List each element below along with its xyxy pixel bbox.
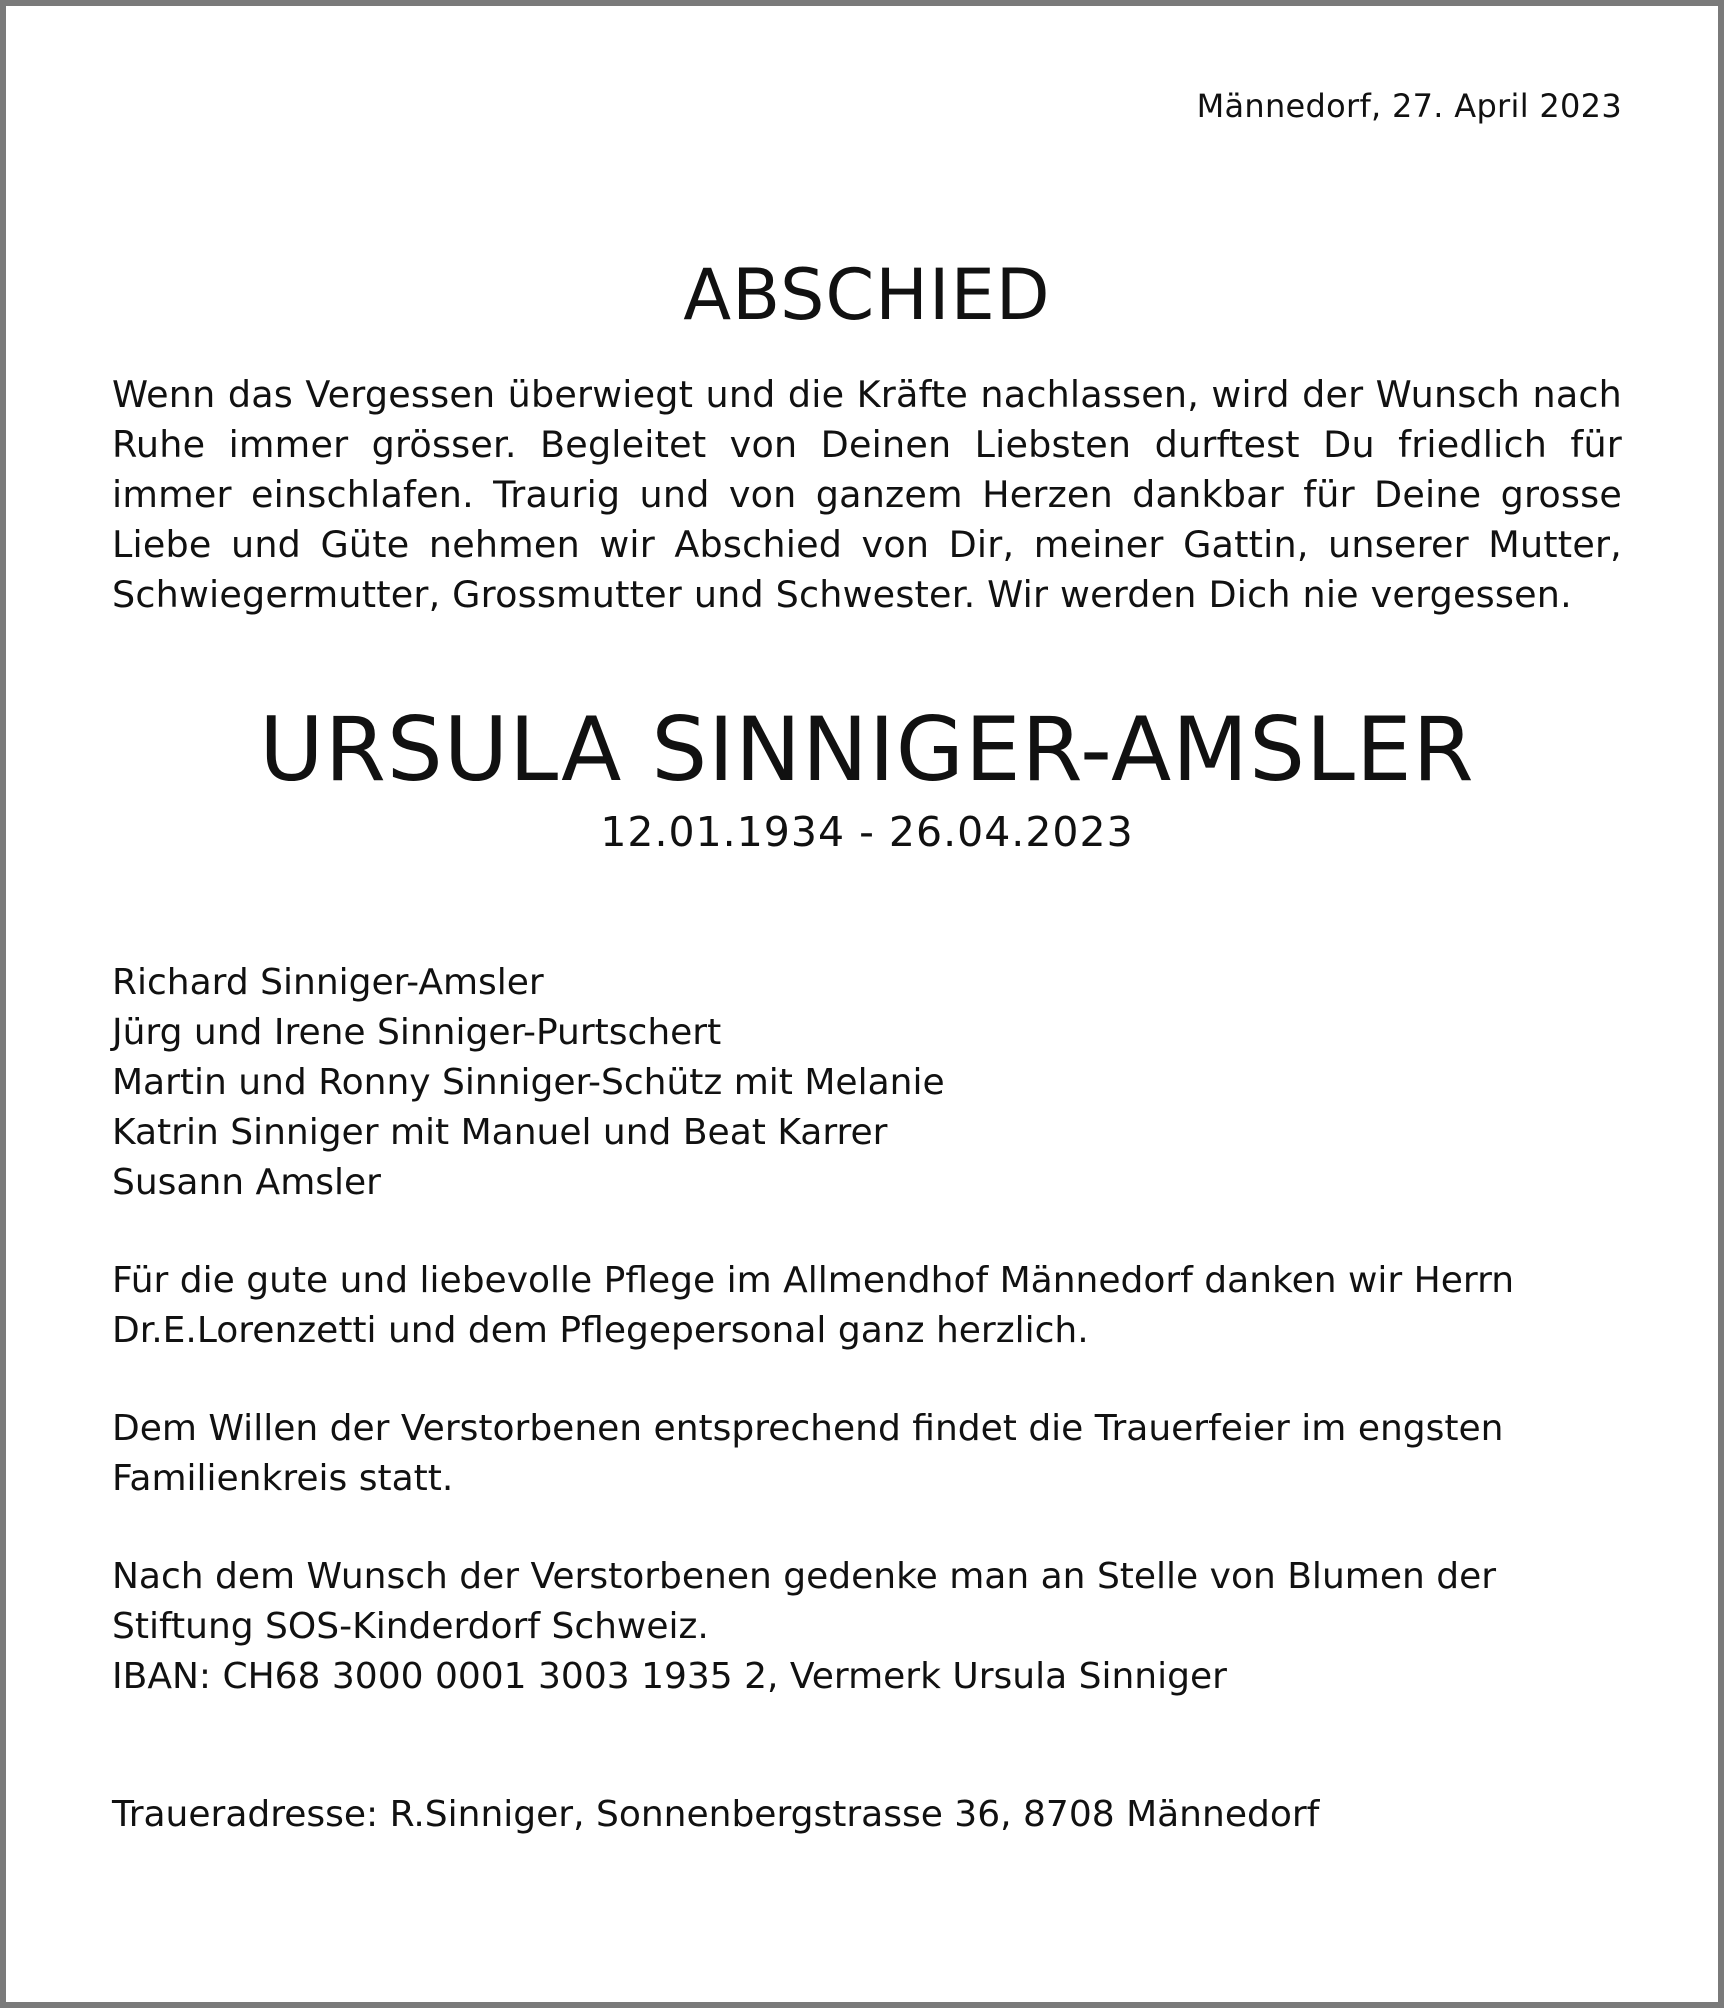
notice-title: ABSCHIED <box>683 254 1051 336</box>
thanks-line: Für die gute und liebevolle Pflege im Allmendhof Männedorf danken wir Herrn <box>112 1260 1515 1301</box>
mourner-item: Richard Sinniger-Amsler <box>112 962 544 1003</box>
notice-content <box>112 86 1622 1840</box>
mourner-item: Jürg und Irene Sinniger-Purtschert <box>112 1012 722 1053</box>
funeral-line: Familienkreis statt. <box>112 1458 454 1499</box>
donation-line: Stiftung SOS-Kinderdorf Schweiz. <box>112 1606 709 1647</box>
mourning-address: Traueradresse: R.Sinniger, Sonnenbergstrasse 36, 8708 Männedorf <box>112 1794 1320 1835</box>
deceased-name: URSULA SINNIGER-AMSLER <box>259 698 1475 801</box>
mourner-item: Martin und Ronny Sinniger-Schütz mit Melanie <box>112 1062 945 1103</box>
funeral-line: Dem Willen der Verstorbenen entsprechend findet die Trauerfeier im engsten <box>112 1408 1504 1449</box>
donation-line: Nach dem Wunsch der Verstorbenen gedenke man an Stelle von Blumen der <box>112 1556 1497 1597</box>
mourners-list <box>112 958 1622 1208</box>
place-date: Männedorf, 27. April 2023 <box>1196 87 1622 125</box>
thanks-paragraph <box>112 1256 1622 1356</box>
thanks-line: Dr.E.Lorenzetti und dem Pflegepersonal ganz herzlich. <box>112 1310 1089 1351</box>
mourner-item: Susann Amsler <box>112 1162 381 1203</box>
mourner-item: Katrin Sinniger mit Manuel und Beat Karrer <box>112 1112 888 1153</box>
iban-line: IBAN: CH68 3000 0001 3003 1935 2, Vermerk Ursula Sinniger <box>112 1656 1227 1697</box>
intro-paragraph: Wenn das Vergessen überwiegt und die Kräfte nachlassen, wird der Wunsch nach Ruhe immer grösser. Begleitet von Deinen Liebsten durftest Du friedlich für immer einschlafen. Traurig und von ganzem Herzen dankbar für Deine grosse Liebe und Güte nehmen wir Abschied von Dir, meiner Gattin, unserer Mutter, Schwiegermutter, Grossmutter und Schwester. Wir werden Dich nie vergessen. <box>112 373 1622 616</box>
funeral-paragraph <box>112 1404 1622 1504</box>
donation-paragraph <box>112 1552 1622 1702</box>
life-dates: 12.01.1934 - 26.04.2023 <box>600 808 1134 856</box>
